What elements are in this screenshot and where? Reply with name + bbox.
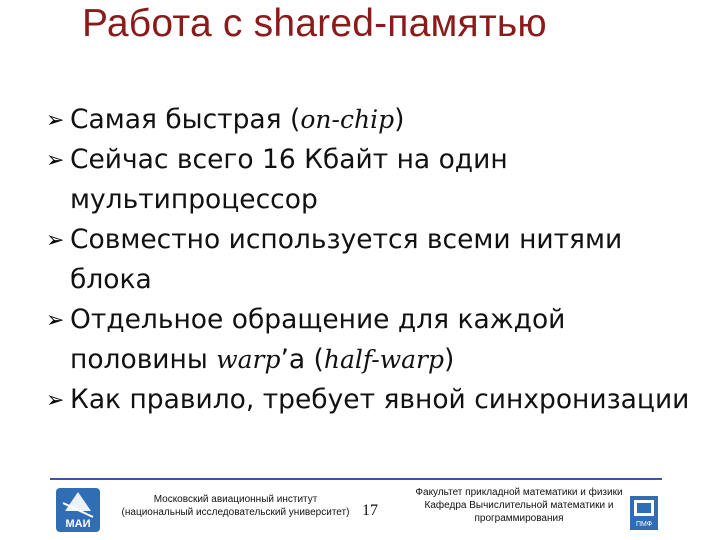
bullet-text: ’а ( xyxy=(280,344,324,375)
page-number: 17 xyxy=(362,502,378,519)
bullet-item xyxy=(46,300,706,380)
footer-institute-line1: Московский авиационный институт xyxy=(153,494,318,505)
footer-divider xyxy=(50,478,662,480)
footer-faculty-line1: Факультет прикладной математики и физики xyxy=(415,487,623,498)
bullet-text: Сейчас всего 16 Кбайт на один мультипроцессор xyxy=(70,144,508,215)
footer-faculty-line2: Кафедра Вычислительной математики и xyxy=(424,500,614,511)
bullet-text: Как правило, требует явной синхронизации xyxy=(70,384,690,415)
bullet-item xyxy=(46,220,706,300)
slide-title: Работа с shared-памятью xyxy=(82,2,547,45)
arrow-bullet-icon: ➢ xyxy=(46,148,65,173)
pmf-logo-text: ПМФ xyxy=(635,521,653,528)
mai-logo-icon xyxy=(55,487,101,533)
footer-faculty-line3: программирования xyxy=(474,513,564,524)
footer-institute xyxy=(113,493,358,519)
bullet-italic-text: warp xyxy=(216,345,281,374)
footer-faculty xyxy=(410,486,628,525)
bullet-item xyxy=(46,100,706,140)
bullet-list xyxy=(46,100,706,420)
bullet-text: ) xyxy=(443,344,455,375)
pmf-logo-icon xyxy=(628,492,660,532)
bullet-italic-text: on-chip xyxy=(300,105,395,134)
bullet-italic-text: half-warp xyxy=(323,345,444,374)
arrow-bullet-icon: ➢ xyxy=(46,308,65,333)
bullet-text: Отдельное обращение для каждой половины xyxy=(70,304,566,375)
arrow-bullet-icon: ➢ xyxy=(46,388,65,413)
bullet-text: Совместно используется всеми нитями блока xyxy=(70,224,623,295)
bullet-text: Самая быстрая ( xyxy=(70,104,301,135)
bullet-item xyxy=(46,140,706,220)
mai-logo-text: МАИ xyxy=(65,518,91,530)
arrow-bullet-icon: ➢ xyxy=(46,108,65,133)
footer-institute-line2: (национальный исследовательский университет) xyxy=(121,507,350,518)
bullet-item xyxy=(46,380,706,420)
bullet-text: ) xyxy=(394,104,405,135)
arrow-bullet-icon: ➢ xyxy=(46,228,65,253)
